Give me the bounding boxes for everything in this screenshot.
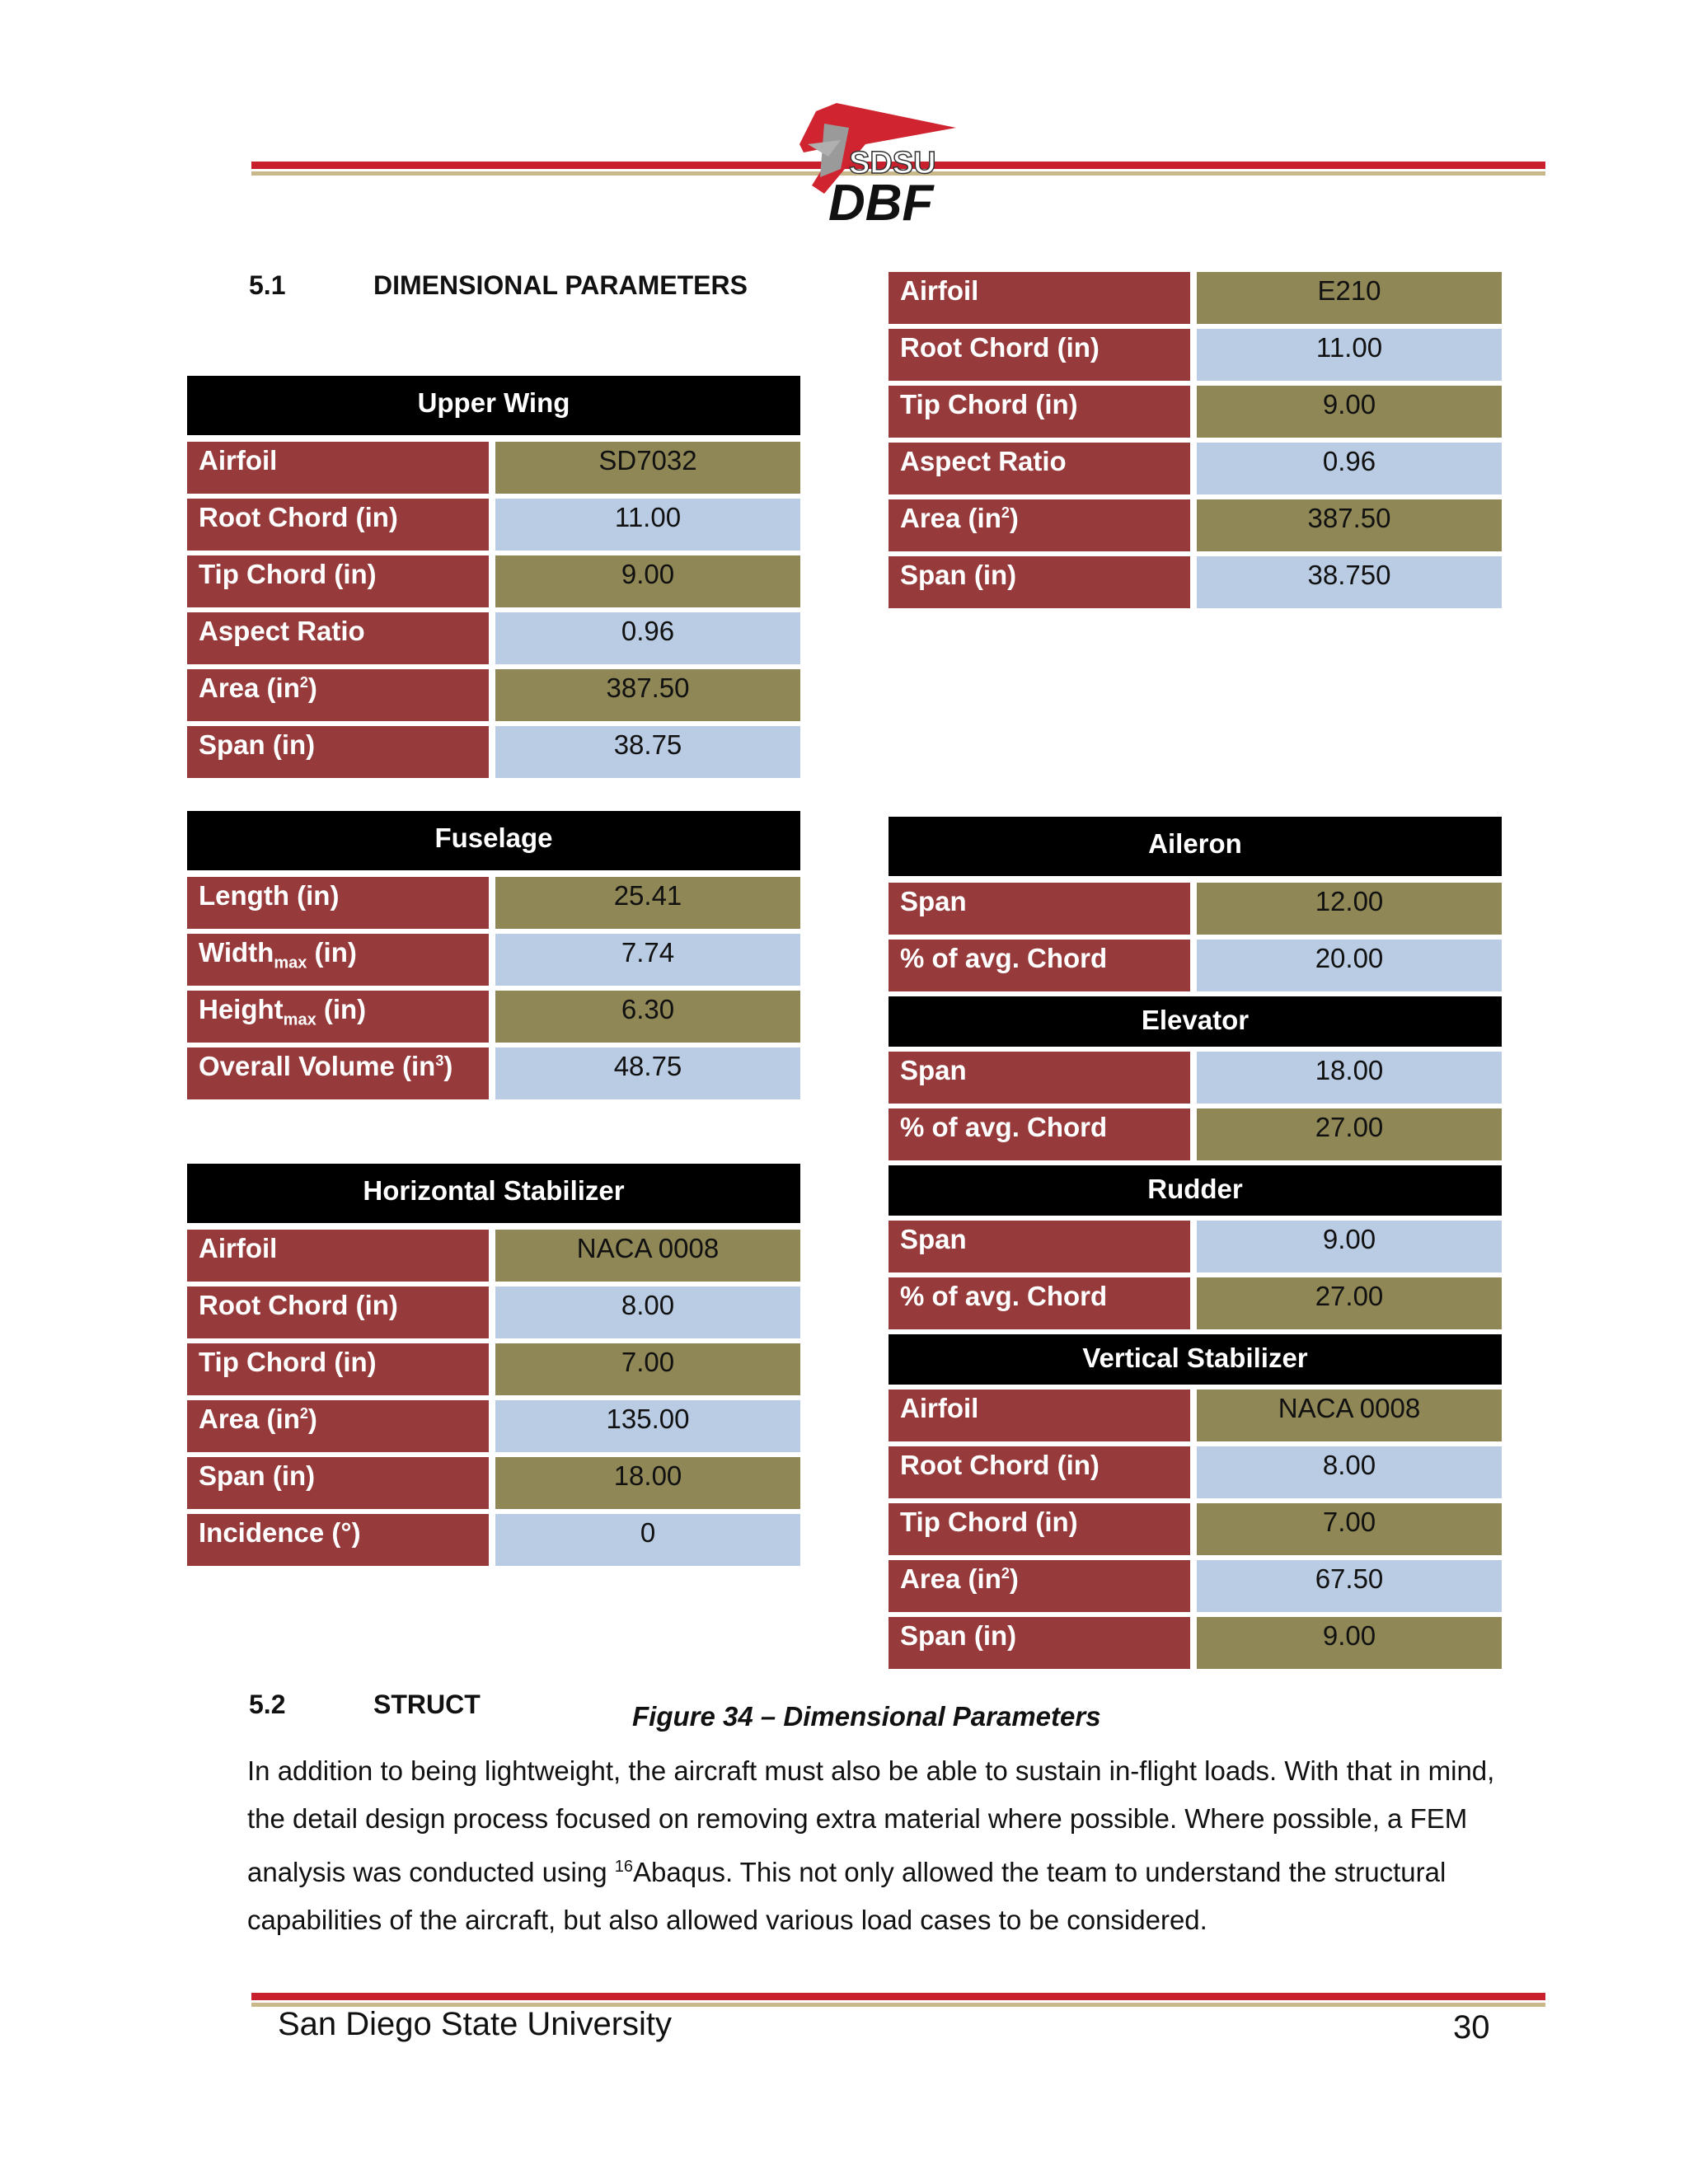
table-row: Span 9.00: [889, 1221, 1502, 1277]
upper-wing-table: [187, 376, 800, 783]
table-row: Tip Chord (in) 9.00: [187, 555, 800, 612]
horizontal-stabilizer-table: [187, 1164, 800, 1571]
table-header: Elevator: [889, 996, 1502, 1052]
table-row: Span (in) 38.75: [187, 726, 800, 783]
table-row: Area $(in^2)$ 387.50: [187, 669, 800, 726]
table-row: Area $(in^2)$ 387.50: [889, 499, 1502, 556]
table-row: % of avg. Chord 27.00: [889, 1277, 1502, 1334]
table-header: Rudder: [889, 1165, 1502, 1221]
table-row: Length (in) 25.41: [187, 877, 800, 934]
table-row: Tip Chord (in) 7.00: [187, 1343, 800, 1400]
svg-text:SDSU: SDSU: [849, 146, 936, 180]
table-row: Airfoil E210: [889, 272, 1502, 329]
table-row: Aspect Ratio 0.96: [889, 443, 1502, 499]
table-row: Height$_{max}$ (in) 6.30: [187, 991, 800, 1047]
table-row: Span 18.00: [889, 1052, 1502, 1108]
footer-university: San Diego State University: [278, 2006, 673, 2042]
table-row: % of avg. Chord 20.00: [889, 940, 1502, 996]
table-row: Area $(in^2)$ 67.50: [889, 1560, 1502, 1617]
lower-wing-table: [889, 272, 1502, 613]
table-row: Overall Volume $(in^3)$ 48.75: [187, 1047, 800, 1104]
footer-rule: [251, 1993, 1545, 2007]
table-row: Airfoil NACA 0008: [889, 1390, 1502, 1446]
fuselage-table: [187, 811, 800, 1104]
table-row: Area $(in^2)$ 135.00: [187, 1400, 800, 1457]
table-row: Incidence (°) 0: [187, 1514, 800, 1571]
table-row: Span (in) 18.00: [187, 1457, 800, 1514]
table-row: Tip Chord (in) 7.00: [889, 1503, 1502, 1560]
section-number: 5.2: [249, 1690, 286, 1719]
table-row: Root Chord (in) 8.00: [889, 1446, 1502, 1503]
svg-text:DBF: DBF: [828, 175, 934, 232]
table-row: % of avg. Chord 27.00: [889, 1108, 1502, 1165]
table-header: Fuselage: [187, 811, 800, 877]
figure-caption: Figure 34 – Dimensional Parameters: [632, 1701, 1101, 1732]
sdsu-dbf-logo: [791, 95, 981, 235]
table-row: Width$_{max}$ (in) 7.74: [187, 934, 800, 991]
table-header: Vertical Stabilizer: [889, 1334, 1502, 1390]
table-row: Root Chord (in) 11.00: [889, 329, 1502, 386]
table-header: Aileron: [889, 817, 1502, 883]
table-header: Upper Wing: [187, 376, 800, 442]
table-header: Horizontal Stabilizer: [187, 1164, 800, 1230]
table-row: Root Chord (in) 8.00: [187, 1286, 800, 1343]
table-row: Root Chord (in) 11.00: [187, 499, 800, 555]
page-number: 30: [1453, 2009, 1490, 2046]
table-row: Tip Chord (in) 9.00: [889, 386, 1502, 443]
table-row: Aspect Ratio 0.96: [187, 612, 800, 669]
section-number: 5.1: [249, 270, 286, 300]
section-title: STRUCT: [373, 1690, 481, 1719]
table-row: Span (in) 38.750: [889, 556, 1502, 613]
table-row: Airfoil SD7032: [187, 442, 800, 499]
table-row: Span 12.00: [889, 883, 1502, 940]
body-paragraph: In addition to being lightweight, the aircraft must also be able to sustain in-flight loads. With that in mind, the detail design process focused on removing extra material where possible. Where possible, a FEM analysis was conducted using $^{16}$Abaqus. This not only allowed the team to understand the structural capabilities of the aircraft, but also allowed various load cases to be considered.: [247, 1755, 1495, 1935]
table-row: Airfoil NACA 0008: [187, 1230, 800, 1286]
table-row: Span (in) 9.00: [889, 1617, 1502, 1674]
control-surfaces-table: [889, 817, 1502, 1674]
section-title: DIMENSIONAL PARAMETERS: [373, 270, 748, 300]
